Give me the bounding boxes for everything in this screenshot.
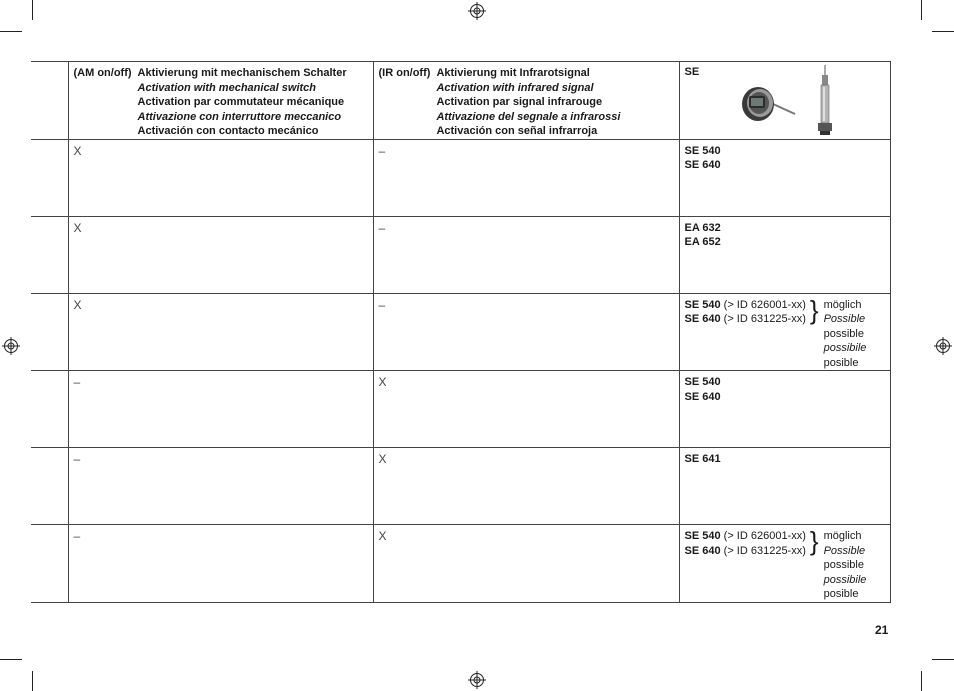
am-tag: (AM on/off): [73, 67, 132, 79]
ir-line: Activación con señal infrarroja: [436, 125, 598, 137]
table-row: [31, 293, 890, 371]
model-name: SE 640: [684, 159, 721, 171]
am-value: –: [73, 529, 81, 543]
registration-mark-icon: [468, 2, 486, 20]
se-header: [679, 62, 890, 140]
ir-header: [373, 62, 679, 140]
spacer-cell: [31, 62, 68, 140]
registration-mark-icon: [934, 337, 952, 355]
spacer-cell: [31, 216, 68, 293]
crop-mark: [932, 659, 954, 660]
table-row: [31, 216, 890, 293]
am-value: X: [73, 220, 82, 235]
am-value: X: [73, 297, 82, 312]
table-header-row: [31, 62, 890, 140]
crop-mark: [0, 659, 22, 660]
ir-value: –: [378, 220, 386, 235]
crop-mark: [32, 671, 33, 691]
model-name: SE 640: [684, 390, 721, 403]
ir-tag: (IR on/off): [378, 67, 431, 79]
table-row: [31, 525, 890, 603]
ir-line: Aktivierung mit Infrarotsignal: [436, 67, 590, 79]
model-name: SE 540: [684, 298, 721, 311]
model-name: SE 540: [684, 530, 721, 542]
model-name: SE 641: [684, 453, 721, 465]
crop-mark: [921, 0, 922, 20]
crop-mark: [0, 31, 22, 32]
ir-value: –: [378, 143, 386, 158]
probe-icon: [815, 65, 835, 137]
registration-mark-icon: [2, 337, 20, 355]
crop-mark: [32, 0, 33, 20]
am-value: X: [73, 143, 82, 158]
table-row: [31, 371, 890, 448]
possible-note: möglich Possible possible possibile posible: [823, 530, 867, 600]
model-name: EA 632: [684, 221, 721, 234]
brace-icon: }: [809, 294, 819, 325]
spacer-cell: [31, 293, 68, 371]
am-value: –: [73, 375, 81, 389]
model-id: (> ID 626001-xx): [723, 530, 806, 542]
sensor-unit-icon: [735, 80, 797, 124]
am-line: Aktivierung mit mechanischem Schalter: [137, 67, 347, 79]
ir-line: Activation with infrared signal: [436, 81, 594, 94]
possible-note: möglich Possible possible possibile posible: [823, 298, 867, 369]
spacer-cell: [31, 448, 68, 525]
am-value: –: [73, 452, 81, 466]
ir-value: X: [378, 529, 387, 543]
model-id: (> ID 631225-xx): [723, 313, 806, 325]
model-name: SE 640: [684, 313, 721, 325]
ir-value: X: [378, 375, 387, 389]
spacer-cell: [31, 139, 68, 216]
table-row: [31, 448, 890, 525]
am-line: Attivazione con interruttore meccanico: [137, 110, 342, 123]
ir-line: Attivazione del segnale a infrarossi: [436, 110, 621, 123]
table-row: [31, 139, 890, 216]
ir-line: Activation par signal infrarouge: [436, 96, 603, 108]
model-name: SE 640: [684, 544, 721, 557]
spacer-cell: [31, 371, 68, 448]
model-name: SE 540: [684, 144, 721, 157]
am-line: Activation par commutateur mécanique: [137, 96, 345, 108]
page-number: 21: [875, 623, 889, 637]
ir-value: –: [378, 297, 386, 312]
crop-mark: [932, 31, 954, 32]
spacer-cell: [31, 525, 68, 603]
am-header: [68, 62, 373, 140]
registration-mark-icon: [468, 671, 486, 689]
model-name: EA 652: [684, 236, 721, 248]
activation-table: [31, 61, 891, 603]
brace-icon: }: [809, 526, 819, 556]
am-line: Activation with mechanical switch: [137, 81, 317, 94]
model-name: SE 540: [684, 376, 721, 388]
model-id: (> ID 631225-xx): [723, 544, 806, 557]
am-line: Activación con contacto mecánico: [137, 125, 319, 137]
crop-mark: [921, 671, 922, 691]
se-label: SE: [684, 66, 700, 78]
ir-value: X: [378, 452, 387, 466]
model-id: (> ID 626001-xx): [723, 298, 806, 311]
